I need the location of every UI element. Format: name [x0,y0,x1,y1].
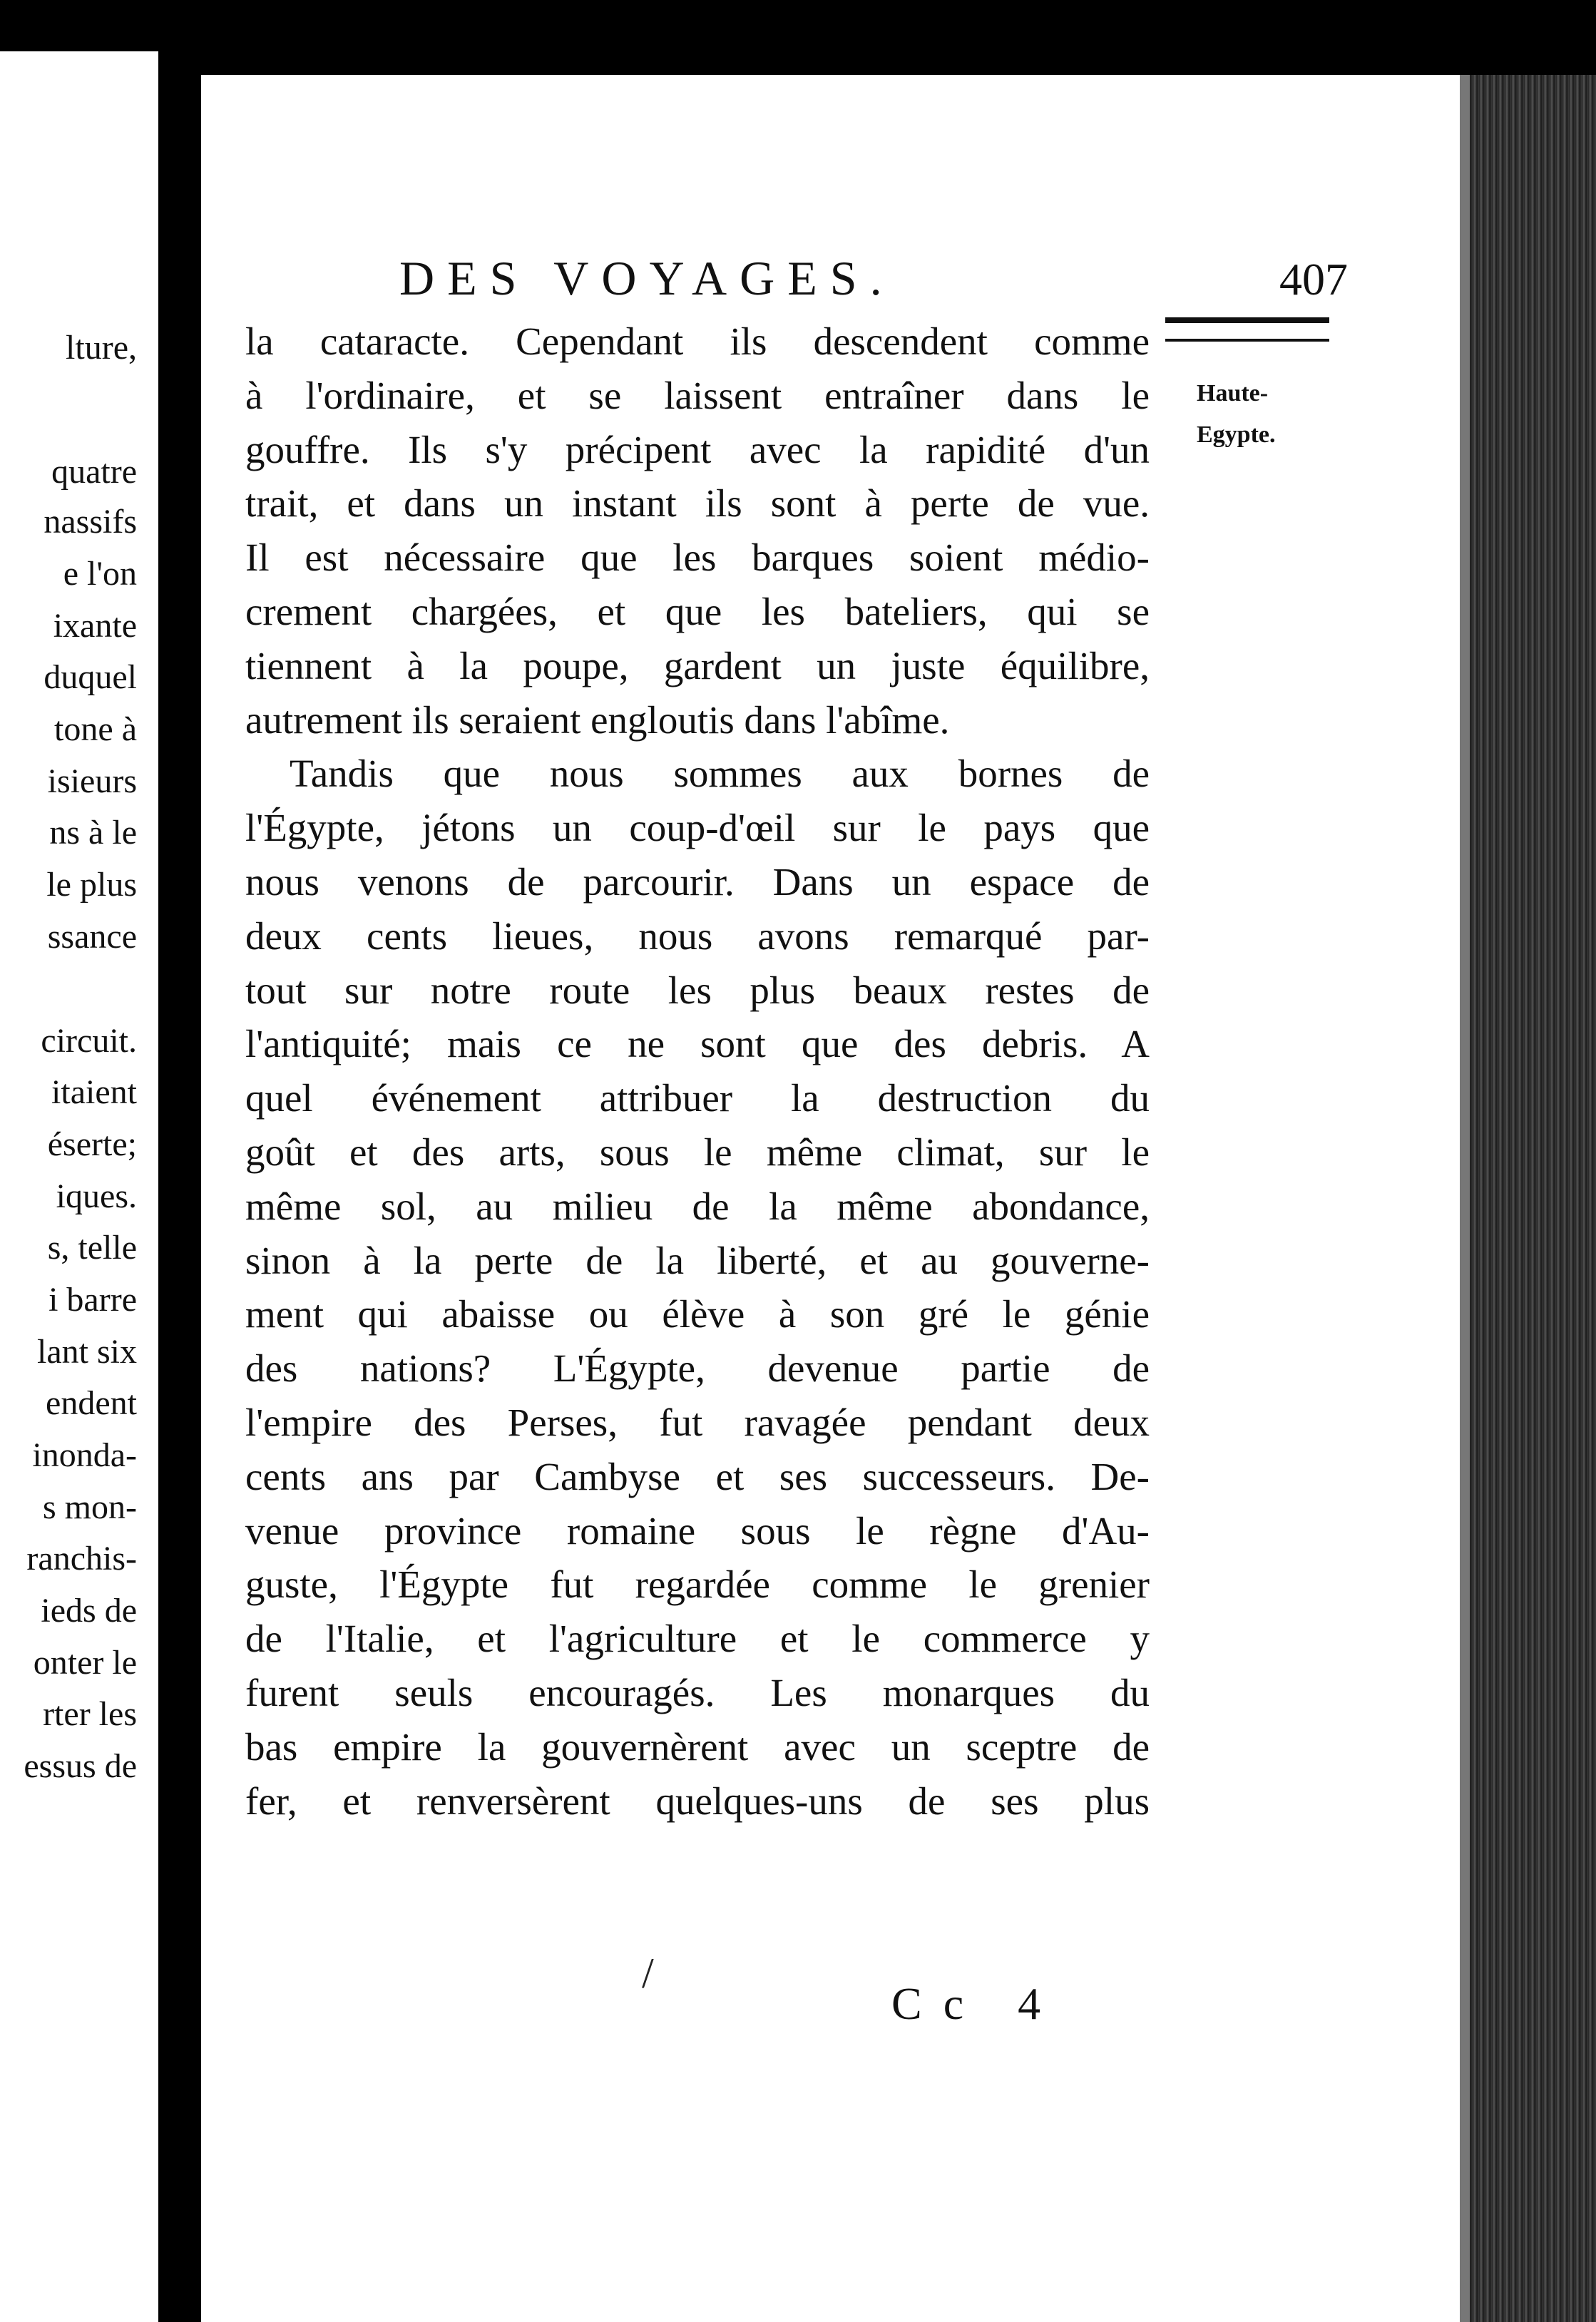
left-fragment-line: isieurs [47,762,137,800]
left-fragment-line: lture, [66,329,137,367]
left-fragment-line: itaient [51,1073,137,1111]
left-fragment-line: ieds de [41,1592,137,1630]
text-line: de l'Italie, et l'agriculture et le commerce y [245,1617,1150,1661]
margin-note [1197,373,1318,456]
left-fragment-line: iques. [56,1177,137,1215]
text-line: bas empire la gouvernèrent avec un sceptre de [245,1724,1150,1769]
left-fragment-line: s, telle [47,1229,137,1267]
text-line: venue province romaine sous le règne d'Au- [245,1508,1150,1553]
margin-rule [1165,317,1329,342]
text-line: quel événement attribuer la destruction du [245,1076,1150,1120]
left-fragment-line: éserte; [47,1125,137,1163]
text-line: l'Égypte, jétons un coup-d'œil sur le pays que [245,806,1150,850]
text-line: la cataracte. Cependant ils descendent comme [245,319,1150,363]
text-line: guste, l'Égypte fut regardée comme le grenier [245,1563,1150,1607]
running-title: DES VOYAGES. [399,251,895,305]
left-fragment-line: ns à le [49,814,137,851]
text-line: deux cents lieues, nous avons remarqué par- [245,914,1150,958]
left-fragment-line: tone à [54,710,137,748]
page-number: 407 [1279,254,1348,305]
left-fragment-line: nassifs [44,503,137,541]
left-fragment-line: essus de [24,1747,137,1785]
left-fragment-line: ixante [53,607,137,645]
text-line: l'empire des Perses, fut ravagée pendant deux [245,1400,1150,1444]
text-line: Tandis que nous sommes aux bornes de [290,752,1150,796]
page-edges [1460,75,1596,2322]
text-line: à l'ordinaire, et se laissent entraîner dans le [245,373,1150,417]
text-line: trait, et dans un instant ils sont à perte de vue. [245,481,1150,526]
left-fragment-line: endent [46,1384,137,1422]
text-line: Il est nécessaire que les barques soient médio- [245,536,1150,580]
left-fragment-line: quatre [51,453,137,491]
left-fragment-line: e l'on [63,555,137,593]
text-line: l'antiquité; mais ce ne sont que des debris. A [245,1022,1150,1066]
text-line: nous venons de parcourir. Dans un espace de [245,859,1150,904]
left-fragment-line: rter les [43,1695,137,1733]
text-line: des nations? L'Égypte, devenue partie de [245,1346,1150,1391]
text-line: tout sur notre route les plus beaux restes de [245,968,1150,1012]
text-line: tiennent à la poupe, gardent un juste équilibre, [245,643,1150,687]
text-line: furent seuls encouragés. Les monarques du [245,1670,1150,1714]
left-fragment-line: i barre [48,1281,137,1319]
body-text [245,314,1150,1828]
left-fragment-line: ranchis- [26,1540,137,1577]
text-line: crement chargées, et que les bateliers, qui se [245,589,1150,633]
left-fragment-line: inonda- [32,1436,137,1474]
text-line: cents ans par Cambyse et ses successeurs. De- [245,1454,1150,1498]
running-head [399,250,1348,314]
binding-gutter [158,0,201,2322]
text-line: fer, et renversèrent quelques-uns de ses plus [245,1779,1150,1823]
left-fragment-line: duquel [44,658,137,696]
text-line: même sol, au milieu de la même abondance, [245,1184,1150,1228]
margin-note-line: Haute- [1197,380,1269,406]
left-fragment-line: circuit. [41,1022,137,1060]
signature-mark: Cc 4 [891,1978,1063,2029]
previous-page-fragment [0,51,158,2322]
left-fragment-line: ssance [47,918,137,956]
book-page [201,75,1460,2322]
text-line: sinon à la perte de la liberté, et au gouverne- [245,1238,1150,1282]
text-line: autrement ils seraient engloutis dans l'abîme. [245,697,950,742]
margin-note-line: Egypte. [1197,421,1276,448]
left-fragment-line: le plus [46,866,137,904]
left-fragment-line: lant six [37,1333,137,1371]
text-line: ment qui abaisse ou élève à son gré le génie [245,1292,1150,1336]
stray-mark: / [642,1950,654,1997]
left-fragment-line: onter le [33,1644,137,1682]
left-fragment-line: s mon- [43,1488,137,1526]
text-line: gouffre. Ils s'y précipent avec la rapidité d'un [245,427,1150,471]
text-line: goût et des arts, sous le même climat, sur le [245,1130,1150,1174]
